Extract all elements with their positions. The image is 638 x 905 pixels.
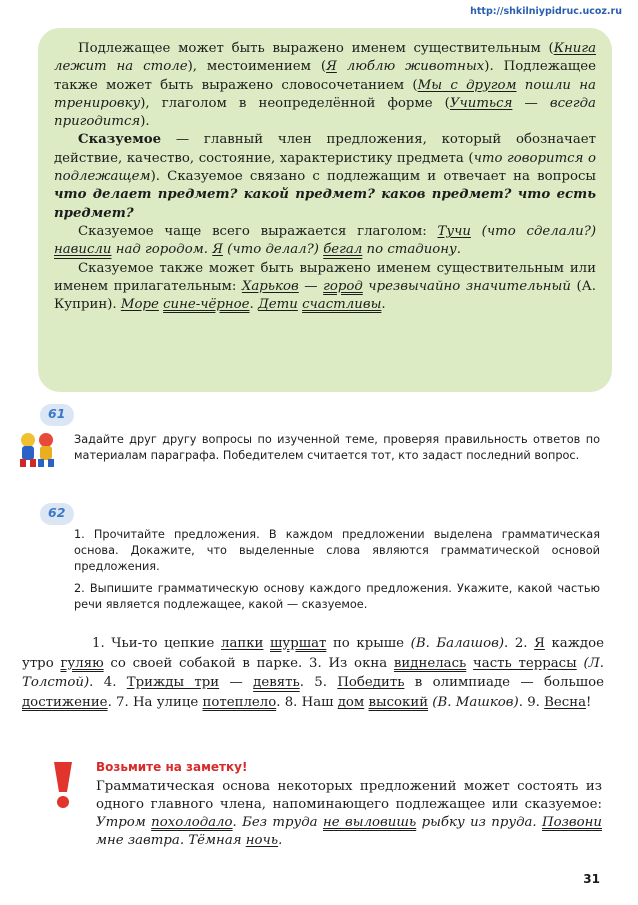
exercise-62-tasks [74,527,600,619]
note-text: Грамматическая основа некоторых предложений может состоять из одного главного члена, напоминающего подлежащее или сказуемое: Утром похолодало. Без труда не выловишь рыбку из пруда. Позвони мне завтра. Тёмная ночь. [96,779,602,848]
site-url: http://shkilniypidruc.ucoz.ru [470,6,622,17]
note-title: Возьмите на заметку! [96,760,248,774]
exercise-62-sentences: 1. Чьи-то цепкие лапки шуршат по крыше (В. Балашов). 2. Я каждое утро гуляю со своей собакой в парке. 3. Из окна виднелась часть террасы (Л. Толстой). 4. Трижды три — девять. 5. Победить в олимпиаде — большое достижение. 7. На улице потеплело. 8. Наш дом высокий (В. Машков). 9. Весна! [22,636,604,710]
page-number: 31 [583,872,600,886]
theory-paragraph-subject: Подлежащее может быть выражено именем существительным (Книга лежит на столе), местоимением (Я люблю животных). Подлежащее также может быть выражено словосочетанием (Мы с другом пошли на тренировку), глаголом в неопределённой форме (Учиться — всегда пригодится). [54,41,596,130]
theory-paragraph-predicate: Сказуемое — главный член предложения, который обозначает действие, качество, состояние, характеристику предмета (что говорится о подлежащем). Сказуемое связано с подлежащим и отвечает на вопросы что делает предмет? какой предмет? каков предмет? что есть предмет? [54,132,597,221]
theory-paragraph-noun-adj: Сказуемое также может быть выражено именем существительным или именем прилагательным: Харьков — город чрезвычайно значительный (А. Куприн). Море сине-чёрное. Дети счастливы. [54,260,596,313]
exercise-61-text: Задайте друг другу вопросы по изученной теме, проверяя правильность ответов по материалам параграфа. Победителем считается тот, кто задаст последний вопрос. [74,433,600,462]
exercise-62-task-1: 1. Прочитайте предложения. В каждом предложении выделена грамматическая основа. Докажите, что выделенные слова являются грамматической основой предложения. [74,528,600,573]
theory-box [38,28,612,392]
exercise-62-badge: 62 [40,503,74,525]
exercise-62-task-2: 2. Выпишите грамматическую основу каждого предложения. Укажите, какой частью речи является подлежащее, какой — сказуемое. [74,582,600,611]
pair-work-icon [14,430,62,474]
theory-paragraph-verb: Сказуемое чаще всего выражается глаголом: Тучи (что сделали?) нависли над городом. Я (что делал?) бегал по стадиону. [54,223,597,258]
exclamation-icon [50,760,76,814]
exercise-61-badge: 61 [40,404,74,426]
